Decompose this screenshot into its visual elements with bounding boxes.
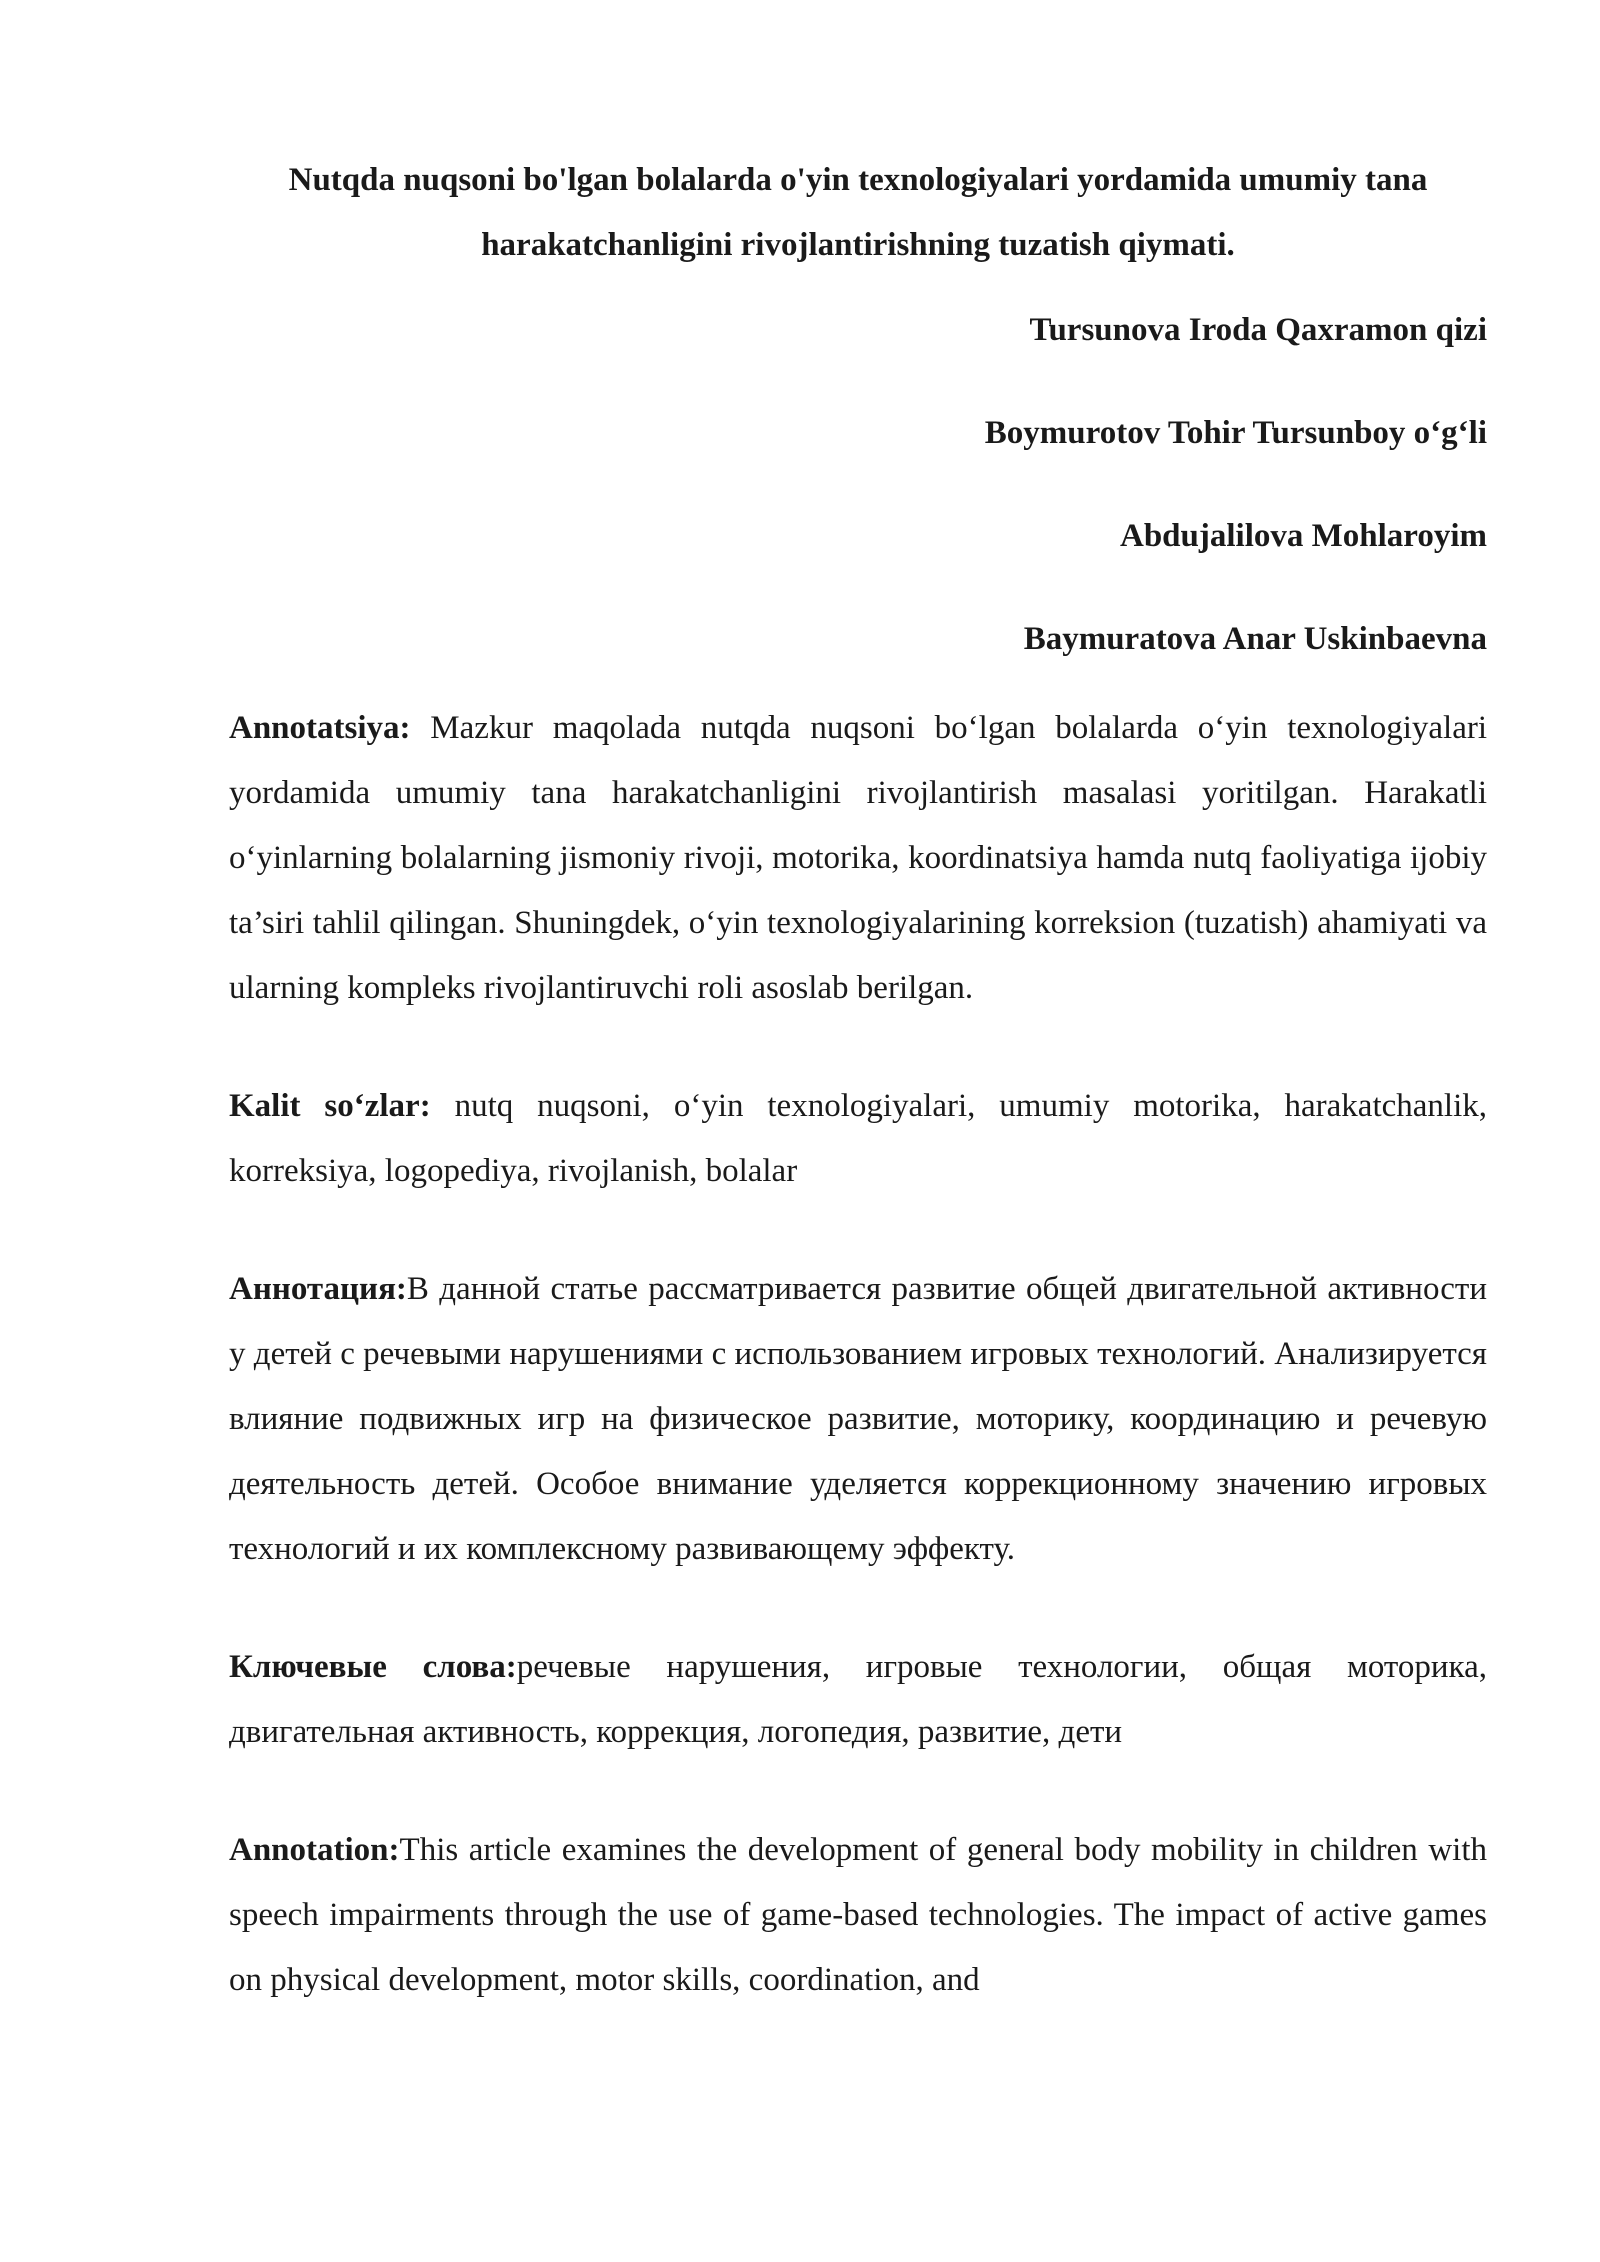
author-name: Baymuratova Anar Uskinbaevna: [1023, 621, 1487, 657]
annotation-ru: [229, 1257, 1487, 1582]
keywords-ru-text: речевые нарушения, игровые технологии, общая моторика, двигательная активность, коррекция, логопедия, развитие, дети: [229, 1649, 1487, 1750]
author-name: Tursunova Iroda Qaxramon qizi: [1029, 312, 1487, 348]
annotation-en-text: This article examines the development of general body mobility in children with speech impairments through the use of game-based technologies. The impact of active games on physical development, motor skills, coordination, and: [229, 1832, 1487, 1998]
annotation-uz-label: Annotatsiya:: [229, 710, 411, 746]
annotation-en-label: Annotation:: [229, 1832, 400, 1868]
keywords-uz-text: nutq nuqsoni, o‘yin texnologiyalari, umumiy motorika, harakatchanlik, korreksiya, logopediya, rivojlanish, bolalar: [229, 1088, 1487, 1189]
keywords-ru: [229, 1635, 1487, 1765]
keywords-ru-label: Ключевые слова:: [229, 1649, 517, 1685]
keywords-uz: [229, 1074, 1487, 1204]
annotation-uz-text: Mazkur maqolada nutqda nuqsoni bo‘lgan bolalarda o‘yin texnologiyalari yordamida umumiy tana harakatchanligini rivojlantirish masalasi yoritilgan. Harakatli o‘yinlarning bolalarning jismoniy rivoji, motorika, koordinatsiya hamda nutq faoliyatiga ijobiy ta’siri tahlil qilingan. Shuningdek, o‘yin texnologiyalarining korreksion (tuzatish) ahamiyati va ularning kompleks rivojlantiruvchi roli asoslab berilgan.: [229, 710, 1487, 1006]
annotation-ru-text: В данной статье рассматривается развитие общей двигательной активности у детей с речевыми нарушениями с использованием игровых технологий. Анализируется влияние подвижных игр на физическое развитие, моторику, координацию и речевую деятельность детей. Особое внимание уделяется коррекционному значению игровых технологий и их комплексному развивающему эффекту.: [229, 1271, 1487, 1567]
article-title: Nutqda nuqsoni bo'lgan bolalarda o'yin texnologiyalari yordamida umumiy tana harakatchanligini rivojlantirishning tuzatish qiymati.: [288, 162, 1428, 263]
annotation-ru-label: Аннотация:: [229, 1271, 407, 1307]
author-name: Abdujalilova Mohlaroyim: [1119, 518, 1487, 554]
annotation-uz: [229, 696, 1487, 1021]
annotation-en: [229, 1818, 1487, 2013]
keywords-uz-label: Kalit so‘zlar:: [229, 1088, 431, 1124]
author-list: [229, 311, 1487, 658]
document-page: [229, 148, 1487, 2013]
author-name: Boymurotov Tohir Tursunboy o‘g‘li: [984, 415, 1487, 451]
